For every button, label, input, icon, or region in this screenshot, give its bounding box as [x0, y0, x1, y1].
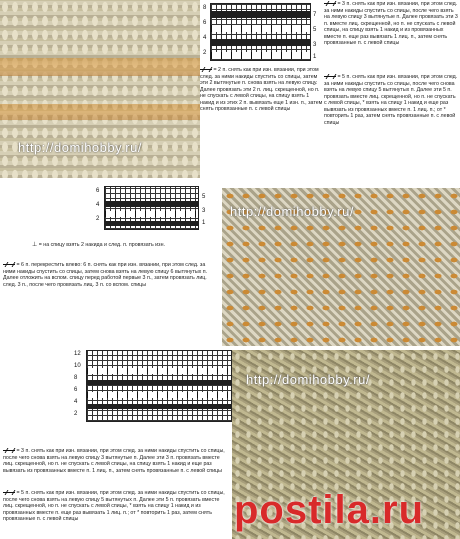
legend-text-content: = 5 п. снять как при изн. вязании, при этом след. за ними накиды спустить со спицы, после чего снова взять на левую спицу 5 вытянутых п. Далее эти 5 п. провязать вместе лиц. скрещенной, но п. не спускать с левой спицы, * взять на спицу 1 накид и еще раз вывязать из провязанных вместе п. 1 лиц. п.; от * повторить 1 раз, затем снять провязанные п. с левой спицы — [324, 74, 458, 126]
chart-row — [211, 25, 310, 32]
stitch-symbol-icon — [3, 490, 15, 495]
legend-text-content: = 3 п. снять как при изн. вязании, при этом след. за ними накиды спустить со спицы, после чего взять на левую спицу 3 вытянутые п. Далее провязать эти 3 п. вместе лиц. скрещенной, но п. не спускать с левой спицы, на спицу взять 1 накид и из провязанных вместе п. еще раз вывязать 1 лиц. п., затем снять провязанные п. с левой спицы — [324, 1, 458, 46]
chart-row — [211, 11, 310, 18]
row-number: 7 — [313, 12, 317, 18]
row-number: 1 — [313, 54, 317, 60]
chart-2 — [96, 183, 216, 233]
chart-row — [105, 211, 198, 217]
legend-text-content: = 3 п. снять как при изн. вязании, при этом след. за ними накиды спустить со спицы, после чего снова взять на левую спицу 3 вытянутые п. Далее эти 3 п. провязать вместе лиц. скрещенной, но п. не спускать с левой спицы, на спицу взять 1 накид и еще раз вывязать из провязанных вместе п. 1 лиц. п., затем снять провязанные п. с левой спицы — [3, 448, 225, 474]
knit-photo-2 — [222, 188, 460, 346]
chart-row — [211, 39, 310, 46]
legend-text — [200, 67, 324, 113]
chart-row — [211, 52, 310, 59]
photo-band — [0, 104, 200, 120]
row-number: 6 — [203, 20, 207, 26]
stitch-symbol-icon — [3, 448, 15, 453]
row-number: 2 — [96, 216, 100, 222]
row-number: 6 — [96, 188, 100, 194]
photo-band — [0, 58, 200, 76]
legend-text — [3, 448, 229, 474]
row-number: 3 — [202, 208, 206, 214]
knit-photo-1 — [0, 0, 200, 178]
chart-grid — [86, 350, 232, 422]
chart-3 — [74, 349, 246, 423]
legend-text — [324, 74, 458, 126]
chart-grid — [210, 3, 311, 61]
brand-logo: postila.ru — [234, 488, 425, 532]
chart-row — [105, 221, 198, 226]
stitch-symbol-icon — [3, 262, 15, 267]
legend-text-content: = 6 п. перекрестить влево: 6 п. снять как при изн. вязании, при этом след. за ними накиды спустить со спицы, затем снова взять на левую спицу 6 вытянутых п. Далее отложить на вспом. спицу перед работой первые 3 п., затем провязать лиц. след. 3 п., после чего провязать лиц. 3 п. со вспом. спицы — [3, 262, 208, 288]
row-number: 4 — [74, 399, 78, 405]
row-number: 8 — [74, 375, 78, 381]
row-number: 4 — [96, 202, 100, 208]
row-number: 5 — [202, 194, 206, 200]
chart-row — [87, 368, 231, 374]
knit-photo-3 — [232, 350, 460, 539]
chart-grid — [104, 186, 199, 230]
watermark: http://domihobby.ru/ — [18, 140, 142, 155]
legend-text — [3, 262, 219, 288]
row-number: 2 — [203, 50, 207, 56]
chart-row — [87, 392, 231, 398]
stitch-symbol-icon — [200, 67, 212, 72]
chart-row — [105, 201, 198, 207]
row-number: 2 — [74, 411, 78, 417]
watermark: http://domihobby.ru/ — [230, 204, 354, 219]
legend-text-content: = 5 п. снять как при изн. вязании, при этом след. за ними накиды спустить со спицы, после чего снова взять на левую спицу 5 вытянутых п. Далее эти 5 п. провязать вместе лиц. скрещенной, но п. не спускать с левой спицы, * взять на спицу 1 накид и из провязанных вместе п. еще раз вывязать 1 лиц. п.; от * повторить 1 раз, затем снять провязанные п. с левой спицы — [3, 490, 225, 522]
row-number: 5 — [313, 27, 317, 33]
yarn-over-icon: ⊥ — [32, 242, 38, 248]
row-number: 3 — [313, 42, 317, 48]
legend-text — [32, 242, 222, 249]
chart-1 — [203, 1, 321, 63]
grid-cells — [87, 351, 231, 421]
row-number: 12 — [74, 351, 81, 357]
legend-text — [324, 1, 458, 47]
row-number: 10 — [74, 363, 81, 369]
watermark: http://domihobby.ru/ — [246, 372, 370, 387]
legend-text — [3, 490, 229, 523]
chart-row — [87, 380, 231, 385]
stitch-symbol-icon — [324, 1, 336, 6]
legend-text-content: = 2 п. снять как при изн. вязании, при этом след. за ними накиды спустить со спицы, затем эти 2 вытянутые п. снова взять на левую спицу. Далее провязать эти 2 п. лиц. скрещенной, но п. не спускать с левой спицы, на спицу взять 1 накид и из этих 2 п. вывязать еще 1 изн. п., затем снять провязанные п. с левой спицы — [200, 67, 323, 112]
row-number: 8 — [203, 5, 207, 11]
row-number: 4 — [203, 35, 207, 41]
row-number: 1 — [202, 220, 206, 226]
row-number: 6 — [74, 387, 78, 393]
stitch-symbol-icon — [324, 74, 336, 79]
chart-row — [87, 404, 231, 409]
legend-text-content: = на спицу взять 2 накида и след. п. провязать изн. — [38, 242, 165, 248]
